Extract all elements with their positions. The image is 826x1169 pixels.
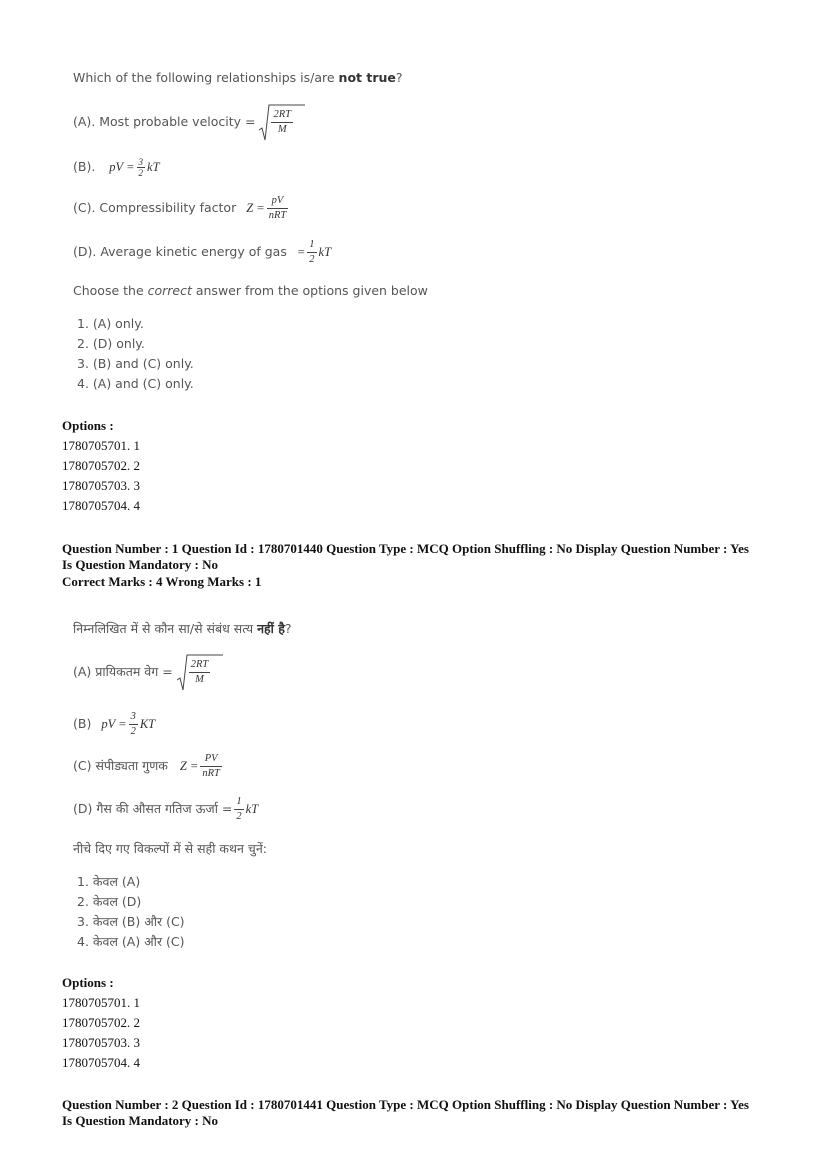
sqrt-expression: $\frac{2RT}{M}$ bbox=[177, 658, 213, 687]
question-meta-line: Is Question Mandatory : No bbox=[62, 557, 219, 572]
statement-c: (C) संपीड्यता गुणक Z = $\frac{PV}{\text{nRT}}$ bbox=[73, 753, 220, 779]
statement-b: (B) pV = $\frac{3}{2}$ KT bbox=[73, 711, 156, 737]
question-marks: Correct Marks : 4 Wrong Marks : 1 bbox=[62, 574, 262, 589]
question-meta-line: Question Number : 1 Question Id : 1780701440 Question Type : MCQ Option Shuffling : No Display Question Number : Yes bbox=[62, 541, 749, 556]
answer-choice: 2. (D) only. bbox=[77, 336, 145, 351]
sqrt-expression: $\frac{2RT}{M}$ bbox=[259, 108, 295, 137]
answer-choice: 4. (A) and (C) only. bbox=[77, 376, 194, 391]
statement-b: (B). pV = $\frac{3}{2}$ kT bbox=[73, 157, 160, 178]
options-heading: Options : bbox=[62, 975, 114, 990]
option-item: 1780705703. 3 bbox=[62, 1035, 140, 1050]
question-meta-line: Is Question Mandatory : No bbox=[62, 1113, 219, 1128]
question-text: Which of the following relationships is/are not true? bbox=[73, 70, 403, 85]
statement-c: (C). Compressibility factor Z = $\frac{pV}{\text{nRT}}$ bbox=[73, 195, 287, 221]
choose-instruction: नीचे दिए गए विकल्पों में से सही कथन चुनें: bbox=[73, 841, 267, 856]
option-item: 1780705701. 1 bbox=[62, 995, 140, 1010]
answer-choice: 1. केवल (A) bbox=[77, 874, 141, 889]
answer-choice: 3. केवल (B) और (C) bbox=[77, 914, 185, 929]
option-item: 1780705703. 3 bbox=[62, 478, 140, 493]
statement-a: (A). Most probable velocity = $\frac{2RT}{M}$ bbox=[73, 108, 295, 137]
choose-instruction: Choose the correct answer from the options given below bbox=[73, 283, 428, 298]
question-text: निम्नलिखित में से कौन सा/से संबंध सत्य नहीं है? bbox=[73, 621, 292, 636]
option-item: 1780705704. 4 bbox=[62, 498, 140, 513]
statement-d: (D) गैस की औसत गतिज ऊर्जा = $\frac{1}{2}$ kT bbox=[73, 796, 259, 822]
statement-a: (A) प्रायिकतम वेग = $\frac{2RT}{M}$ bbox=[73, 658, 212, 687]
question-meta-line: Question Number : 2 Question Id : 1780701441 Question Type : MCQ Option Shuffling : No Display Question Number : Yes bbox=[62, 1097, 749, 1112]
answer-choice: 4. केवल (A) और (C) bbox=[77, 934, 185, 949]
answer-choice: 1. (A) only. bbox=[77, 316, 144, 331]
answer-choice: 3. (B) and (C) only. bbox=[77, 356, 194, 371]
option-item: 1780705701. 1 bbox=[62, 438, 140, 453]
option-item: 1780705702. 2 bbox=[62, 1015, 140, 1030]
sqrt-icon bbox=[177, 654, 223, 692]
answer-choice: 2. केवल (D) bbox=[77, 894, 142, 909]
option-item: 1780705702. 2 bbox=[62, 458, 140, 473]
option-item: 1780705704. 4 bbox=[62, 1055, 140, 1070]
options-heading: Options : bbox=[62, 418, 114, 433]
sqrt-icon bbox=[259, 104, 305, 142]
statement-d: (D). Average kinetic energy of gas = $\frac{1}{2}$ kT bbox=[73, 239, 332, 265]
